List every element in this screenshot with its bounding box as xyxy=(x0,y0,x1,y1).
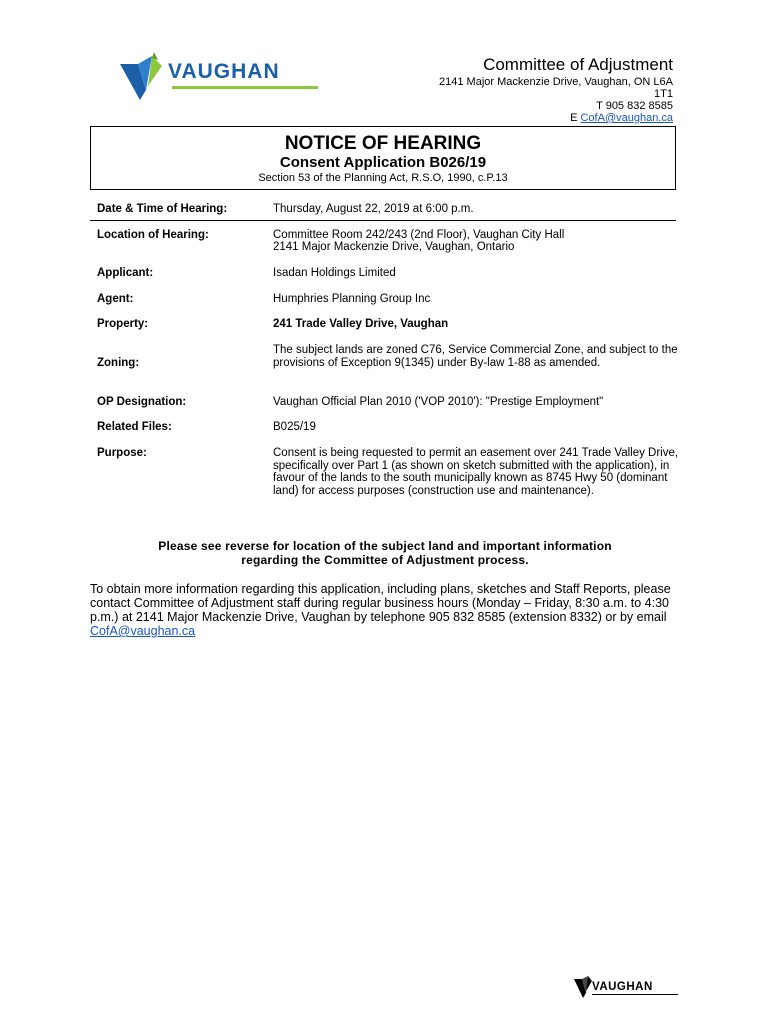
info-paragraph xyxy=(90,582,700,638)
email-link[interactable]: CofA@vaughan.ca xyxy=(580,112,673,124)
logo-text: VAUGHAN xyxy=(168,60,280,83)
footer-underline xyxy=(592,994,678,995)
reverse-note xyxy=(90,539,680,567)
email-line xyxy=(570,112,673,124)
info-email-link[interactable]: CofA@vaughan.ca xyxy=(90,624,196,638)
reverse-note-line-1: Please see reverse for location of the subject land and important information xyxy=(158,539,612,553)
info-text: To obtain more information regarding this application, including plans, sketches and Staff Reports, please contact Committee of Adjustment staff during regular business hours (Monday – Friday, 8:30 a.m. to 4:30 p.m.) at 2141 Major Mackenzie Drive, Vaughan by telephone 905 832 8585 (extension 8332) or by email xyxy=(90,582,671,624)
purpose-value: Consent is being requested to permit an easement over 241 Trade Valley Drive, specifically over Part 1 (as shown on sketch submitted with the application), in favour of the lands to the south municipally known as 8745 Hwy 50 (dominant land) for access purposes (construction use and maintenance). xyxy=(273,447,679,497)
applicant-label: Applicant: xyxy=(97,267,154,279)
notice-section: Section 53 of the Planning Act, R.S.O, 1990, c.P.13 xyxy=(258,172,508,184)
agent-value: Humphries Planning Group Inc xyxy=(273,293,431,305)
email-prefix: E xyxy=(570,112,581,124)
op-designation-value: Vaughan Official Plan 2010 ('VOP 2010'): "Prestige Employment" xyxy=(273,396,604,408)
notice-title: NOTICE OF HEARING xyxy=(284,133,482,154)
agent-label: Agent: xyxy=(97,293,134,305)
location-label: Location of Hearing: xyxy=(97,229,209,241)
notice-subtitle: Consent Application B026/19 xyxy=(279,154,487,171)
reverse-note-line-2: regarding the Committee of Adjustment process. xyxy=(241,553,529,567)
purpose-label: Purpose: xyxy=(97,447,147,459)
zoning-value: The subject lands are zoned C76, Service Commercial Zone, and subject to the provisions of Exception 9(1345) under By-law 1-88 as amended. xyxy=(273,344,678,369)
separator xyxy=(90,220,676,221)
date-value: Thursday, August 22, 2019 at 6:00 p.m. xyxy=(273,203,474,215)
location-value-line1: Committee Room 242/243 (2nd Floor), Vaughan City Hall xyxy=(273,229,565,241)
address-line-2: 1T1 xyxy=(654,88,673,100)
footer-logo-text: VAUGHAN xyxy=(592,981,653,993)
org-name: Committee of Adjustment xyxy=(483,55,673,74)
property-value: 241 Trade Valley Drive, Vaughan xyxy=(273,318,449,330)
location-value-line2: 2141 Major Mackenzie Drive, Vaughan, Ontario xyxy=(273,241,515,253)
telephone: T 905 832 8585 xyxy=(596,100,673,112)
op-designation-label: OP Designation: xyxy=(97,396,187,408)
property-label: Property: xyxy=(97,318,149,330)
logo-underline xyxy=(172,86,318,89)
date-label: Date & Time of Hearing: xyxy=(97,203,228,215)
related-files-label: Related Files: xyxy=(97,421,172,433)
related-files-value: B025/19 xyxy=(273,421,316,433)
notice-box xyxy=(90,126,676,190)
applicant-value: Isadan Holdings Limited xyxy=(273,267,396,279)
address-line-1: 2141 Major Mackenzie Drive, Vaughan, ON L6A xyxy=(439,76,673,88)
zoning-label: Zoning: xyxy=(97,357,140,369)
